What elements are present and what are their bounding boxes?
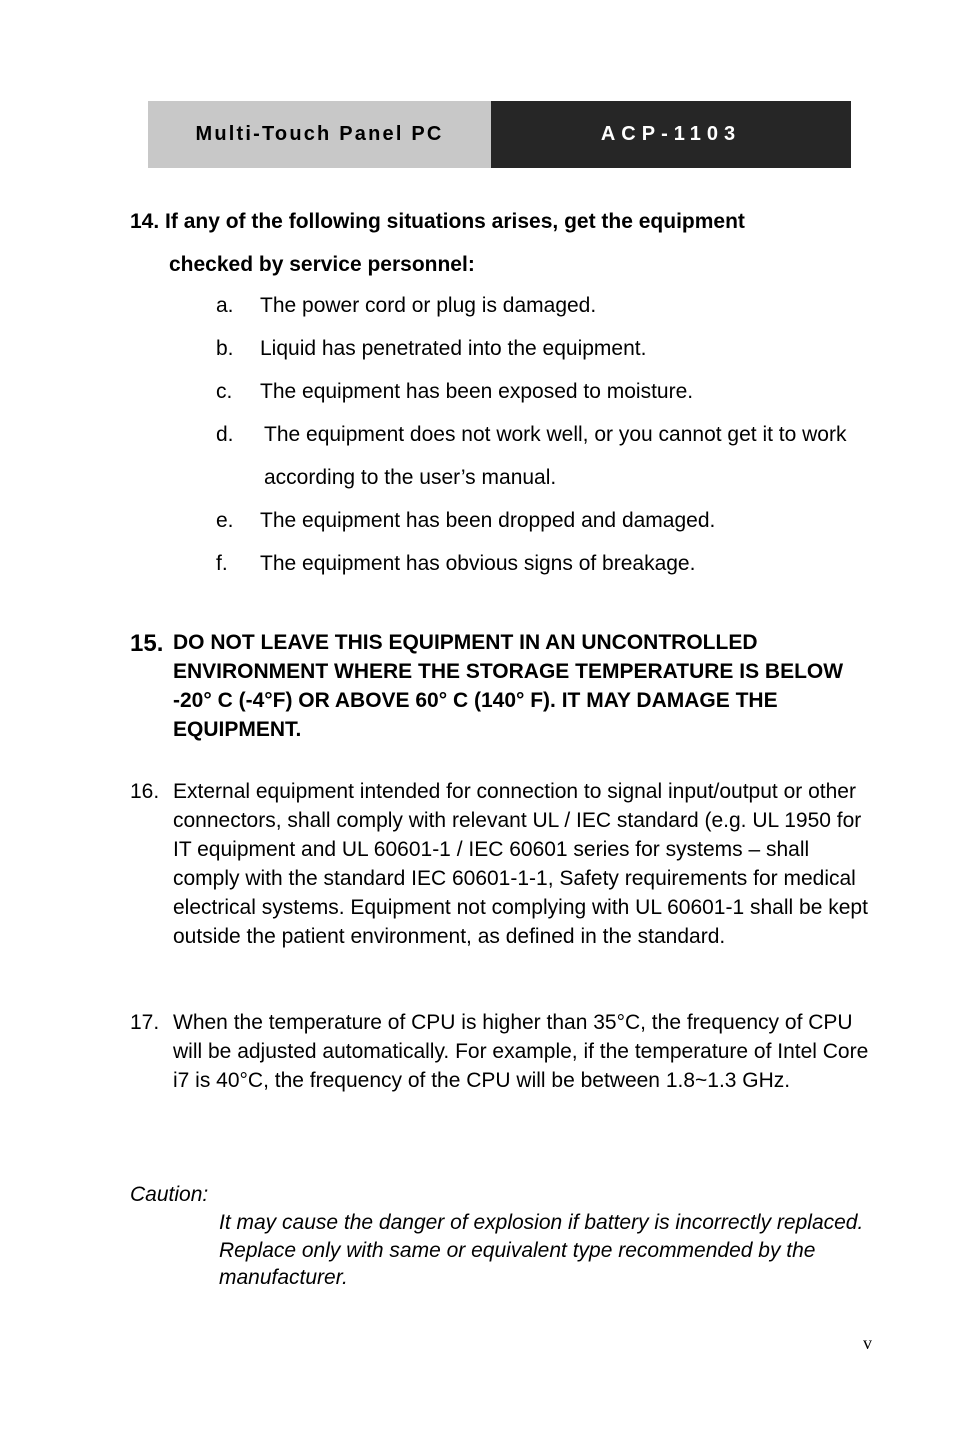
list-item-text: The power cord or plug is damaged. bbox=[260, 294, 597, 317]
page-header bbox=[148, 101, 851, 168]
item-15-text: DO NOT LEAVE THIS EQUIPMENT IN AN UNCONTROLLED ENVIRONMENT WHERE THE STORAGE TEMPERATURE IS BELOW -20° C (-4°F) OR ABOVE 60° C (140° F). IT MAY DAMAGE THE EQUIPMENT. bbox=[173, 631, 844, 741]
item-14-line1: 14. If any of the following situations arises, get the equipment bbox=[130, 210, 745, 233]
item-16 bbox=[130, 777, 873, 951]
list-item bbox=[216, 327, 876, 370]
list-item-text: The equipment has obvious signs of breakage. bbox=[260, 552, 696, 575]
list-item-letter: c. bbox=[216, 380, 233, 403]
list-item-letter: d. bbox=[216, 423, 234, 446]
item-17 bbox=[130, 1008, 873, 1095]
item-17-text: When the temperature of CPU is higher than 35°C, the frequency of CPU will be adjusted automatically. For example, if the temperature of Intel Core i7 is 40°C, the frequency of the CPU will be between 1.8~1.3 GHz. bbox=[173, 1011, 869, 1092]
item-17-number: 17. bbox=[130, 1011, 160, 1034]
header-model: ACP-1103 bbox=[491, 101, 851, 168]
list-item bbox=[216, 413, 876, 499]
list-item-letter: f. bbox=[216, 552, 228, 575]
item-16-number: 16. bbox=[130, 780, 160, 803]
caution-label: Caution: bbox=[130, 1183, 209, 1206]
list-item-text: The equipment does not work well, or you cannot get it to work according to the user’s manual. bbox=[264, 423, 847, 489]
caution-text: It may cause the danger of explosion if battery is incorrectly replaced. Replace only with same or equivalent type recommended by the manufacturer. bbox=[219, 1211, 864, 1289]
item-14-sublist bbox=[216, 284, 876, 585]
item-16-text: External equipment intended for connection to signal input/output or other connectors, shall comply with relevant UL / IEC standard (e.g. UL 1950 for IT equipment and UL 60601-1 / IEC 60601 series for systems – shall comply with the standard IEC 60601-1-1, Safety requirements for medical electrical systems. Equipment not complying with UL 60601-1 shall be kept outside the patient environment, as defined in the standard. bbox=[173, 780, 868, 948]
page-number: v bbox=[863, 1333, 872, 1353]
list-item-text: Liquid has penetrated into the equipment. bbox=[260, 337, 647, 360]
list-item-letter: b. bbox=[216, 337, 234, 360]
item-15-number: 15. bbox=[130, 630, 164, 657]
list-item-letter: e. bbox=[216, 509, 234, 532]
list-item-text: The equipment has been dropped and damaged. bbox=[260, 509, 716, 532]
item-15 bbox=[130, 628, 863, 744]
item-14-line2: checked by service personnel: bbox=[169, 253, 475, 276]
list-item-letter: a. bbox=[216, 294, 234, 317]
header-product-line: Multi-Touch Panel PC bbox=[148, 101, 491, 168]
list-item bbox=[216, 370, 876, 413]
list-item bbox=[216, 499, 876, 542]
list-item-text: The equipment has been exposed to moisture. bbox=[260, 380, 694, 403]
list-item bbox=[216, 542, 876, 585]
list-item bbox=[216, 284, 876, 327]
item-14-heading bbox=[130, 200, 745, 286]
